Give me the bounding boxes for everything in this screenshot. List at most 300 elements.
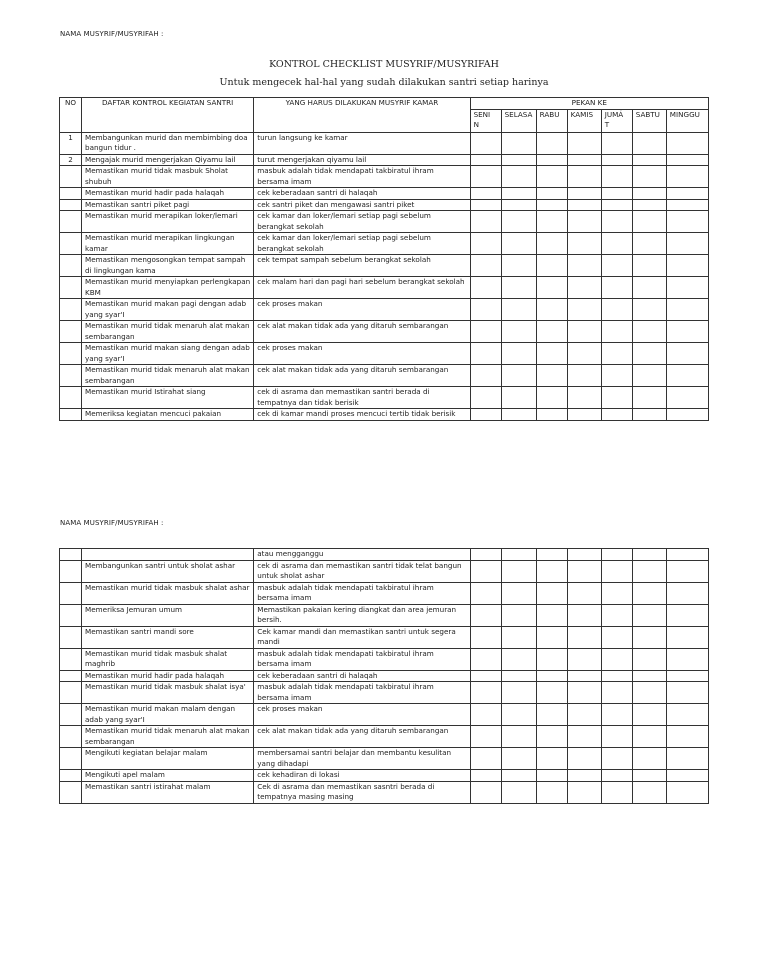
checkbox-cell[interactable] [567,387,601,409]
checkbox-cell[interactable] [567,770,601,782]
table-row [60,211,709,233]
checkbox-cell[interactable] [567,704,601,726]
table-row [60,154,709,166]
checkbox-cell[interactable] [536,726,567,748]
checkbox-cell[interactable] [567,748,601,770]
checkbox-cell[interactable] [501,277,536,299]
checkbox-cell[interactable] [470,132,501,154]
checkbox-cell[interactable] [470,748,501,770]
checkbox-cell[interactable] [632,233,666,255]
checkbox-cell[interactable] [470,604,501,626]
checkbox-cell[interactable] [601,604,632,626]
activity-cell: Memastikan murid menyiapkan perlengkapan KBM [82,277,254,299]
checkbox-cell[interactable] [632,255,666,277]
checkbox-cell[interactable] [501,255,536,277]
checkbox-cell[interactable] [567,626,601,648]
table-row [60,748,709,770]
checkbox-cell[interactable] [601,409,632,421]
checkbox-cell[interactable] [501,199,536,211]
checkbox-cell[interactable] [666,770,708,782]
action-cell: cek di kamar mandi proses mencuci tertib tidak berisik [254,409,470,421]
row-number [60,343,82,365]
row-number [60,233,82,255]
checkbox-cell[interactable] [501,748,536,770]
checkbox-cell[interactable] [501,188,536,200]
activity-cell: Memastikan murid tidak masbuk Sholat shubuh [82,166,254,188]
row-number [60,188,82,200]
checkbox-cell[interactable] [536,582,567,604]
checkbox-cell[interactable] [567,188,601,200]
checkbox-cell[interactable] [632,560,666,582]
checkbox-cell[interactable] [632,604,666,626]
table-row [60,704,709,726]
checkbox-cell[interactable] [470,670,501,682]
checkbox-cell[interactable] [567,726,601,748]
activity-cell: Memastikan mengosongkan tempat sampah di lingkungan kama [82,255,254,277]
activity-cell: Mengikuti kegiatan belajar malam [82,748,254,770]
checkbox-cell[interactable] [632,648,666,670]
checkbox-cell[interactable] [536,770,567,782]
action-cell: cek santri piket dan mengawasi santri piket [254,199,470,211]
header-day: KAMIS [567,109,601,132]
row-number [60,770,82,782]
checkbox-cell[interactable] [632,299,666,321]
checkbox-cell[interactable] [470,211,501,233]
checkbox-cell[interactable] [470,233,501,255]
checkbox-cell[interactable] [470,166,501,188]
action-cell: membersamai santri belajar dan membantu kesulitan yang dihadapi [254,748,470,770]
activity-cell: Memeriksa Jemuran umum [82,604,254,626]
checkbox-cell[interactable] [666,387,708,409]
checkbox-cell[interactable] [470,582,501,604]
checkbox-cell[interactable] [567,299,601,321]
checkbox-cell[interactable] [666,277,708,299]
checkbox-cell[interactable] [501,387,536,409]
checkbox-cell[interactable] [470,560,501,582]
table-row [60,233,709,255]
checkbox-cell[interactable] [567,166,601,188]
checkbox-cell[interactable] [632,199,666,211]
checkbox-cell[interactable] [666,233,708,255]
checkbox-cell[interactable] [501,781,536,803]
activity-cell: Memastikan murid makan pagi dengan adab yang syar'I [82,299,254,321]
checkbox-cell[interactable] [567,233,601,255]
activity-cell: Memastikan murid tidak menaruh alat makan sembarangan [82,726,254,748]
checkbox-cell[interactable] [666,648,708,670]
checkbox-cell[interactable] [536,549,567,561]
checkbox-cell[interactable] [601,154,632,166]
checkbox-cell[interactable] [666,726,708,748]
checkbox-cell[interactable] [666,188,708,200]
table-row [60,321,709,343]
action-cell: Cek di asrama dan memastikan sasntri berada di tempatnya masing masing [254,781,470,803]
checkbox-cell[interactable] [536,626,567,648]
activity-cell: Memastikan murid tidak masbuk shalat maghrib [82,648,254,670]
checkbox-cell[interactable] [536,682,567,704]
checkbox-cell[interactable] [601,277,632,299]
checkbox-cell[interactable] [567,781,601,803]
checkbox-cell[interactable] [536,188,567,200]
checkbox-cell[interactable] [470,365,501,387]
checkbox-cell[interactable] [501,648,536,670]
checkbox-cell[interactable] [470,726,501,748]
row-number [60,387,82,409]
action-cell: cek alat makan tidak ada yang ditaruh sembarangan [254,726,470,748]
checkbox-cell[interactable] [666,199,708,211]
checkbox-cell[interactable] [632,188,666,200]
checkbox-cell[interactable] [632,365,666,387]
checkbox-cell[interactable] [666,255,708,277]
row-number [60,409,82,421]
row-number [60,365,82,387]
activity-cell [82,549,254,561]
checkbox-cell[interactable] [601,682,632,704]
checkbox-cell[interactable] [601,132,632,154]
activity-cell: Memastikan murid tidak masbuk shalat isya' [82,682,254,704]
checkbox-cell[interactable] [632,748,666,770]
table-row [60,132,709,154]
checkbox-cell[interactable] [536,255,567,277]
checkbox-cell[interactable] [567,255,601,277]
table-row [60,582,709,604]
activity-cell: Memastikan murid tidak menaruh alat makan sembarangan [82,365,254,387]
checkbox-cell[interactable] [536,387,567,409]
checkbox-cell[interactable] [567,321,601,343]
checkbox-cell[interactable] [501,626,536,648]
name-label: NAMA MUSYRIF/MUSYRIFAH : [60,30,164,38]
table-row [60,387,709,409]
action-cell: cek di asrama dan memastikan santri tidak telat bangun untuk sholat ashar [254,560,470,582]
checkbox-cell[interactable] [501,560,536,582]
checklist-table-continued [59,548,709,804]
checkbox-cell[interactable] [601,549,632,561]
checkbox-cell[interactable] [470,409,501,421]
action-cell: masbuk adalah tidak mendapati takbiratul ihram bersama imam [254,166,470,188]
checkbox-cell[interactable] [601,255,632,277]
checkbox-cell[interactable] [501,166,536,188]
row-number [60,670,82,682]
table-row [60,604,709,626]
checkbox-cell[interactable] [470,648,501,670]
checkbox-cell[interactable] [470,387,501,409]
checkbox-cell[interactable] [666,604,708,626]
checkbox-cell[interactable] [536,343,567,365]
checkbox-cell[interactable] [536,409,567,421]
checkbox-cell[interactable] [470,549,501,561]
checkbox-cell[interactable] [470,277,501,299]
checkbox-cell[interactable] [632,549,666,561]
checkbox-cell[interactable] [536,166,567,188]
checkbox-cell[interactable] [666,549,708,561]
checkbox-cell[interactable] [666,704,708,726]
action-cell: cek proses makan [254,343,470,365]
checkbox-cell[interactable] [501,321,536,343]
action-cell: masbuk adalah tidak mendapati takbiratul ihram bersama imam [254,682,470,704]
checkbox-cell[interactable] [666,409,708,421]
action-cell: cek tempat sampah sebelum berangkat sekolah [254,255,470,277]
checkbox-cell[interactable] [501,704,536,726]
checkbox-cell[interactable] [470,255,501,277]
checkbox-cell[interactable] [666,343,708,365]
checkbox-cell[interactable] [632,409,666,421]
checklist-table [59,97,709,421]
activity-cell: Mengikuti apel malam [82,770,254,782]
checkbox-cell[interactable] [501,682,536,704]
checkbox-cell[interactable] [501,549,536,561]
table-row [60,277,709,299]
action-cell: cek proses makan [254,704,470,726]
checkbox-cell[interactable] [601,188,632,200]
checkbox-cell[interactable] [632,166,666,188]
checkbox-cell[interactable] [536,560,567,582]
activity-cell: Memastikan murid merapikan loker/lemari [82,211,254,233]
checkbox-cell[interactable] [666,560,708,582]
header-pekan: PEKAN KE [470,98,708,110]
header-day: SELASA [501,109,536,132]
action-cell: cek di asrama dan memastikan santri berada di tempatnya dan tidak berisik [254,387,470,409]
checkbox-cell[interactable] [501,154,536,166]
header-no: NO [60,98,82,133]
checkbox-cell[interactable] [567,365,601,387]
checkbox-cell[interactable] [666,132,708,154]
table-row [60,670,709,682]
checkbox-cell[interactable] [632,682,666,704]
checkbox-cell[interactable] [536,199,567,211]
checkbox-cell[interactable] [666,299,708,321]
activity-cell: Memastikan murid hadir pada halaqah [82,188,254,200]
checkbox-cell[interactable] [632,154,666,166]
checkbox-cell[interactable] [567,582,601,604]
action-cell: turun langsung ke kamar [254,132,470,154]
table-row [60,409,709,421]
checkbox-cell[interactable] [601,770,632,782]
checkbox-cell[interactable] [632,321,666,343]
table-row [60,255,709,277]
activity-cell: Memastikan murid merapikan lingkungan kamar [82,233,254,255]
checkbox-cell[interactable] [470,188,501,200]
table-row [60,549,709,561]
checkbox-cell[interactable] [536,365,567,387]
checkbox-cell[interactable] [501,409,536,421]
row-number [60,748,82,770]
checkbox-cell[interactable] [666,582,708,604]
row-number [60,299,82,321]
checkbox-cell[interactable] [632,343,666,365]
checkbox-cell[interactable] [536,211,567,233]
checkbox-cell[interactable] [666,748,708,770]
checkbox-cell[interactable] [501,365,536,387]
action-cell: cek keberadaan santri di halaqah [254,670,470,682]
action-cell: cek alat makan tidak ada yang ditaruh sembarangan [254,321,470,343]
header-day: SABTU [632,109,666,132]
checkbox-cell[interactable] [666,211,708,233]
row-number [60,682,82,704]
action-cell: cek proses makan [254,299,470,321]
checkbox-cell[interactable] [601,387,632,409]
checkbox-cell[interactable] [666,166,708,188]
checkbox-cell[interactable] [536,277,567,299]
action-cell: cek keberadaan santri di halaqah [254,188,470,200]
checkbox-cell[interactable] [536,321,567,343]
checkbox-cell[interactable] [501,233,536,255]
checkbox-cell[interactable] [666,365,708,387]
table-row [60,299,709,321]
checkbox-cell[interactable] [632,387,666,409]
checkbox-cell[interactable] [632,626,666,648]
checkbox-cell[interactable] [501,770,536,782]
checkbox-cell[interactable] [501,299,536,321]
checkbox-cell[interactable] [470,770,501,782]
row-number [60,648,82,670]
checkbox-cell[interactable] [601,365,632,387]
checkbox-cell[interactable] [632,670,666,682]
checkbox-cell[interactable] [632,211,666,233]
header-day: SENI N [470,109,501,132]
checkbox-cell[interactable] [601,211,632,233]
checkbox-cell[interactable] [501,670,536,682]
checkbox-cell[interactable] [601,648,632,670]
checkbox-cell[interactable] [567,549,601,561]
checkbox-cell[interactable] [567,343,601,365]
checkbox-cell[interactable] [501,211,536,233]
checkbox-cell[interactable] [632,781,666,803]
checkbox-cell[interactable] [666,321,708,343]
checkbox-cell[interactable] [632,770,666,782]
checkbox-cell[interactable] [567,604,601,626]
activity-cell: Memastikan murid makan malam dengan adab yang syar'I [82,704,254,726]
checkbox-cell[interactable] [567,670,601,682]
action-cell: cek kamar dan loker/lemari setiap pagi sebelum berangkat sekolah [254,233,470,255]
checkbox-cell[interactable] [536,670,567,682]
checkbox-cell[interactable] [632,277,666,299]
checkbox-cell[interactable] [567,277,601,299]
checkbox-cell[interactable] [536,132,567,154]
checkbox-cell[interactable] [470,321,501,343]
checkbox-cell[interactable] [666,154,708,166]
checkbox-cell[interactable] [470,154,501,166]
row-number [60,726,82,748]
checkbox-cell[interactable] [567,409,601,421]
checkbox-cell[interactable] [536,648,567,670]
checkbox-cell[interactable] [567,648,601,670]
checkbox-cell[interactable] [601,582,632,604]
checkbox-cell[interactable] [501,582,536,604]
row-number [60,549,82,561]
checkbox-cell[interactable] [536,233,567,255]
row-number [60,166,82,188]
checkbox-cell[interactable] [567,154,601,166]
action-cell: turut mengerjakan qiyamu lail [254,154,470,166]
activity-cell: Memeriksa kegiatan mencuci pakaian [82,409,254,421]
header-day: RABU [536,109,567,132]
table-row [60,365,709,387]
checkbox-cell[interactable] [601,166,632,188]
checkbox-cell[interactable] [536,604,567,626]
row-number: 2 [60,154,82,166]
checkbox-cell[interactable] [470,626,501,648]
checkbox-cell[interactable] [567,199,601,211]
checkbox-cell[interactable] [567,211,601,233]
row-number [60,704,82,726]
checkbox-cell[interactable] [601,321,632,343]
table-row [60,770,709,782]
checkbox-cell[interactable] [601,781,632,803]
header-day: JUMÁ T [601,109,632,132]
row-number [60,604,82,626]
table-row [60,726,709,748]
activity-cell: Memastikan murid makan siang dengan adab yang syar'I [82,343,254,365]
checkbox-cell[interactable] [601,704,632,726]
checkbox-cell[interactable] [632,132,666,154]
checkbox-cell[interactable] [567,560,601,582]
header-daftar: DAFTAR KONTROL KEGIATAN SANTRI [82,98,254,133]
checkbox-cell[interactable] [601,560,632,582]
checkbox-cell[interactable] [470,682,501,704]
checkbox-cell[interactable] [601,748,632,770]
table-row [60,626,709,648]
row-number [60,321,82,343]
checkbox-cell[interactable] [601,726,632,748]
checkbox-cell[interactable] [567,682,601,704]
checkbox-cell[interactable] [501,726,536,748]
checkbox-cell[interactable] [501,604,536,626]
checkbox-cell[interactable] [601,233,632,255]
header-yang-harus: YANG HARUS DILAKUKAN MUSYRIF KAMAR [254,98,470,133]
row-number [60,582,82,604]
checkbox-cell[interactable] [666,682,708,704]
checkbox-cell[interactable] [536,154,567,166]
row-number [60,277,82,299]
checkbox-cell[interactable] [666,781,708,803]
checkbox-cell[interactable] [666,670,708,682]
action-cell: atau mengganggu [254,549,470,561]
action-cell: masbuk adalah tidak mendapati takbiratul ihram bersama imam [254,648,470,670]
activity-cell: Membangunkan santri untuk sholat ashar [82,560,254,582]
checkbox-cell[interactable] [601,626,632,648]
checkbox-cell[interactable] [666,626,708,648]
checkbox-cell[interactable] [567,132,601,154]
activity-cell: Membangunkan murid dan membimbing doa bangun tidur . [82,132,254,154]
checkbox-cell[interactable] [601,343,632,365]
header-day: MINGGU [666,109,708,132]
table-row [60,166,709,188]
table-row [60,343,709,365]
activity-cell: Memastikan santri piket pagi [82,199,254,211]
checkbox-cell[interactable] [632,726,666,748]
checkbox-cell[interactable] [601,299,632,321]
checkbox-cell[interactable] [536,748,567,770]
checkbox-cell[interactable] [470,343,501,365]
checkbox-cell[interactable] [470,704,501,726]
checkbox-cell[interactable] [536,781,567,803]
activity-cell: Memastikan santri istirahat malam [82,781,254,803]
checkbox-cell[interactable] [470,199,501,211]
row-number [60,255,82,277]
table-row [60,781,709,803]
checkbox-cell[interactable] [536,704,567,726]
checkbox-cell[interactable] [501,132,536,154]
checkbox-cell[interactable] [601,670,632,682]
checkbox-cell[interactable] [501,343,536,365]
checkbox-cell[interactable] [632,704,666,726]
checkbox-cell[interactable] [470,781,501,803]
checkbox-cell[interactable] [632,582,666,604]
row-number: 1 [60,132,82,154]
checkbox-cell[interactable] [536,299,567,321]
table-row [60,188,709,200]
checkbox-cell[interactable] [601,199,632,211]
checkbox-cell[interactable] [470,299,501,321]
